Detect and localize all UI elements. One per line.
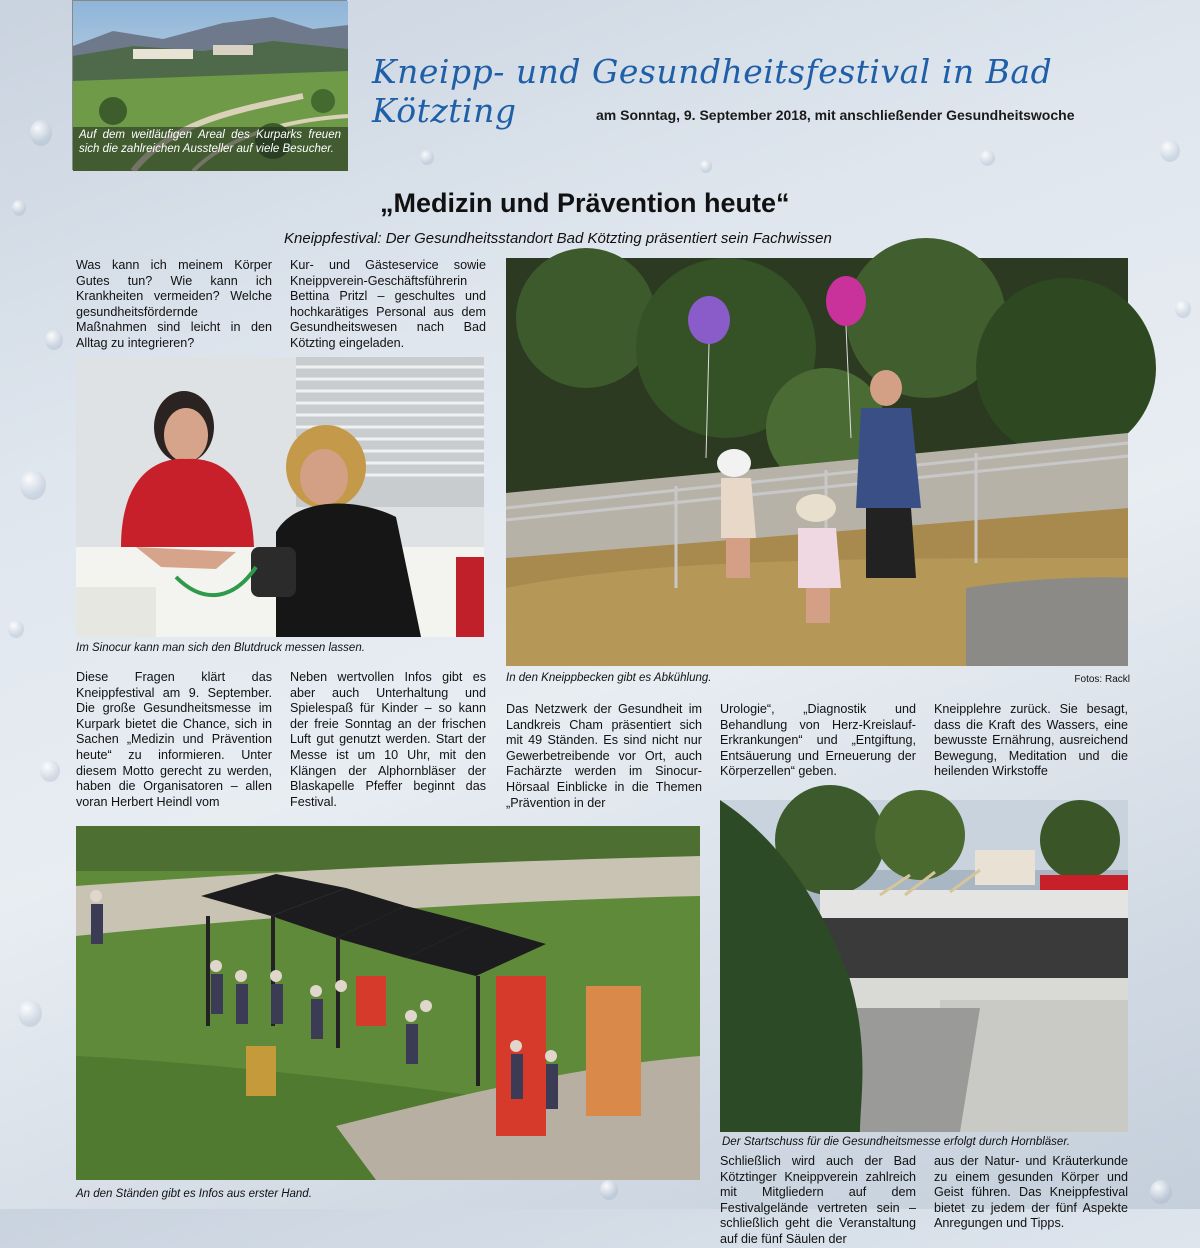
blood-pressure-image [76,357,484,637]
article-subheadline: Kneippfestival: Der Gesundheitsstandort Bad Kötzting präsentiert sein Fachwissen [284,230,832,247]
text-col2-top: Kur- und Gästeservice sowie Kneippverein-Geschäftsführerin Bettina Pritzl – geschultes und hochkarätiges Personal aus dem Gesundheitswesen nach Bad Kötzting eingeladen. [290,258,486,350]
stands-caption: An den Ständen gibt es Infos aus erster Hand. [76,1188,312,1200]
hornblaeser-caption: Der Startschuss für die Gesundheitsmesse erfolgt durch Hornbläser. [722,1136,1070,1148]
kurpark-photo [72,0,347,170]
blood-pressure-caption: Im Sinocur kann man sich den Blutdruck messen lassen. [76,642,365,654]
text-col1-top: Was kann ich meinem Körper Gutes tun? Wie kann ich Krankheiten vermeiden? Welche gesundheitsfördernde Maßnahmen sind leicht in den Alltag zu integrieren? [76,258,272,350]
hornblaeser-photo [720,800,1128,1132]
text-col4-bottom: Schließlich wird auch der Bad Kötztinger Kneippverein zahlreich mit Mitgliedern auf dem Festivalgelände vertreten sein – schließlich geht die Veranstaltung auf die fünf Säulen der [720,1154,916,1246]
text-col5-bottom: aus der Natur- und Kräuterkunde zu einem gesunden Körper und Geist führen. Das Kneippfestival bietet zu jedem der fünf Aspekte Anregungen und Tipps. [934,1154,1128,1231]
page-title: Kneipp- und Gesundheitsfestival in Bad Kötzting [372,52,1053,130]
page-subtitle: am Sonntag, 9. September 2018, mit anschließender Gesundheitswoche [596,107,1075,123]
kneipp-pool-caption: In den Kneippbecken gibt es Abkühlung. [506,672,712,684]
text-col3: Das Netzwerk der Gesundheit im Landkreis Cham präsentiert sich mit 49 Ständen. Es sind nicht nur Gewerbetreibende vor Ort, auch Fachärzte werden im Sinocur-Hörsaal Einblicke in die Themen „Prävention in der [506,702,702,810]
text-col2-mid: Neben wertvollen Infos gibt es aber auch Unterhaltung und Spielespaß für Kinder – so kann der freie Sonntag an der frischen Luft gut genutzt werden. Start der Messe ist um 10 Uhr, mit den Klängen der Alphornbläser der Blaskapelle Pfeffer beginnt das Festival. [290,670,486,809]
photo-credit: Fotos: Rackl [1074,674,1130,685]
kneipp-pool-photo [506,258,1128,666]
article-headline: „Medizin und Prävention heute“ [380,188,790,218]
text-col5: Kneipplehre zurück. Sie besagt, dass die Kraft des Wassers, eine bewusste Ernährung, ausreichend Bewegung, Meditation und die heilenden Wirkstoffe [934,702,1128,779]
text-col4: Urologie“, „Diagnostik und Behandlung von Herz-Kreislauf-Erkrankungen“ und „Entgiftung, Entsäuerung und Erneuerung der Körperzellen“ geben. [720,702,916,779]
stands-photo [76,826,700,1180]
kurpark-photo-caption: Auf dem weitläufigen Areal des Kurparks freuen sich die zahlreichen Aussteller auf viele Besucher. [79,129,341,155]
hornblaeser-image [720,800,1128,1132]
text-col1-mid: Diese Fragen klärt das Kneippfestival am 9. September. Die große Gesundheitsmesse im Kurpark bietet die Chance, sich in Sachen „Medizin und Prävention heute“ zu informieren. Unter diesem Motto gerecht zu werden, haben die Organisatoren – allen voran Herbert Heindl vom [76,670,272,809]
stands-image [76,826,700,1180]
blood-pressure-photo [76,357,484,637]
kneipp-pool-image [506,258,1128,666]
